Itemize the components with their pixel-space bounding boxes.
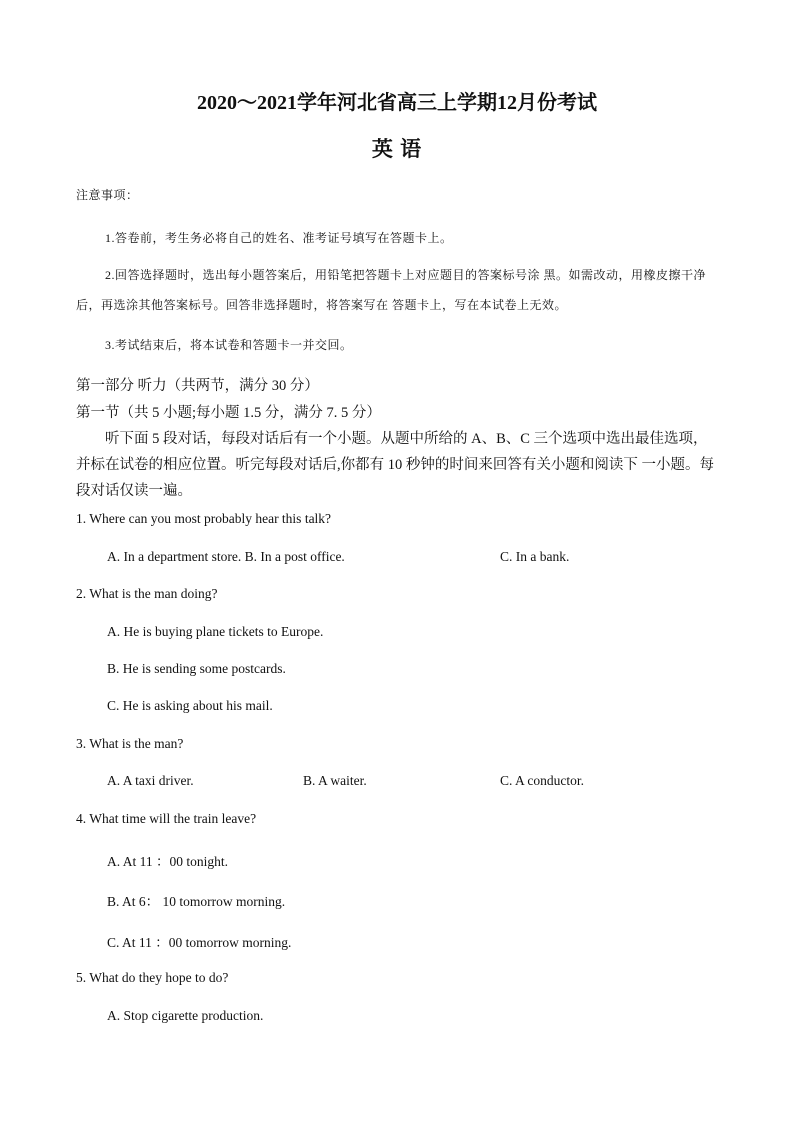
question-stem-1: 1. Where can you most probably hear this talk?: [76, 511, 332, 526]
question-1-option-ab: A. In a department store. B. In a post office.: [107, 549, 345, 564]
question-4-option-b: B. At 6： 10 tomorrow morning.: [107, 894, 286, 909]
question-2-option-b: B. He is sending some postcards.: [107, 661, 286, 676]
question-4-option-a: A. At 11 ：00 tonight.: [107, 854, 229, 869]
part-heading: 第一部分 听力（共两节，满分 30 分）: [76, 378, 319, 394]
question-stem-3: 3. What is the man?: [76, 736, 184, 751]
exam-subject: 英 语: [371, 137, 423, 161]
question-1-option-c: C. In a bank.: [500, 549, 570, 564]
question-3-option-c: C. A conductor.: [500, 773, 584, 788]
question-3-option-b: B. A waiter.: [303, 773, 367, 788]
exam-title: 2020〜2021学年河北省高三上学期12月份考试: [197, 92, 597, 114]
question-stem-4: 4. What time will the train leave?: [76, 811, 257, 826]
question-5-option-a: A. Stop cigarette production.: [107, 1008, 264, 1023]
notice-heading: 注意事项：: [76, 188, 139, 202]
question-stem-5: 5. What do they hope to do?: [76, 970, 229, 985]
notice-item-1: 1.答卷前，考生务必将自己的姓名、准考证号填写在答题卡上。: [105, 231, 453, 245]
notice-item-2: 2.回答选择题时，选出每小题答案后，用铅笔把答题卡上对应题目的答案标号涂 黑。如需改动，用橡皮擦干净后，再选涂其他答案标号。回答非选择题时，将答案写在 答题卡上，写在本试卷上无效。: [76, 268, 707, 312]
notice-item-3: 3.考试结束后，将本试卷和答题卡一并交回。: [105, 338, 353, 352]
subsection-heading: 第一节（共 5 小题;每小题 1.5 分，满分 7. 5 分）: [76, 405, 381, 421]
question-stem-2: 2. What is the man doing?: [76, 586, 218, 601]
question-3-option-a: A. A taxi driver.: [107, 773, 194, 788]
question-2-option-a: A. He is buying plane tickets to Europe.: [107, 624, 324, 639]
question-4-option-c: C. At 11 ：00 tomorrow morning.: [107, 935, 292, 950]
question-2-option-c: C. He is asking about his mail.: [107, 698, 273, 713]
listening-instructions: 听下面 5 段对话，每段对话后有一个小题。从题中所给的 A、B、C 三个选项中选出最佳选项，并标在试卷的相应位置。听完每段对话后,你都有 10 秒钟的时间来回答有关小题和阅读下 一小题。每段对话仅读一遍。: [76, 431, 714, 499]
